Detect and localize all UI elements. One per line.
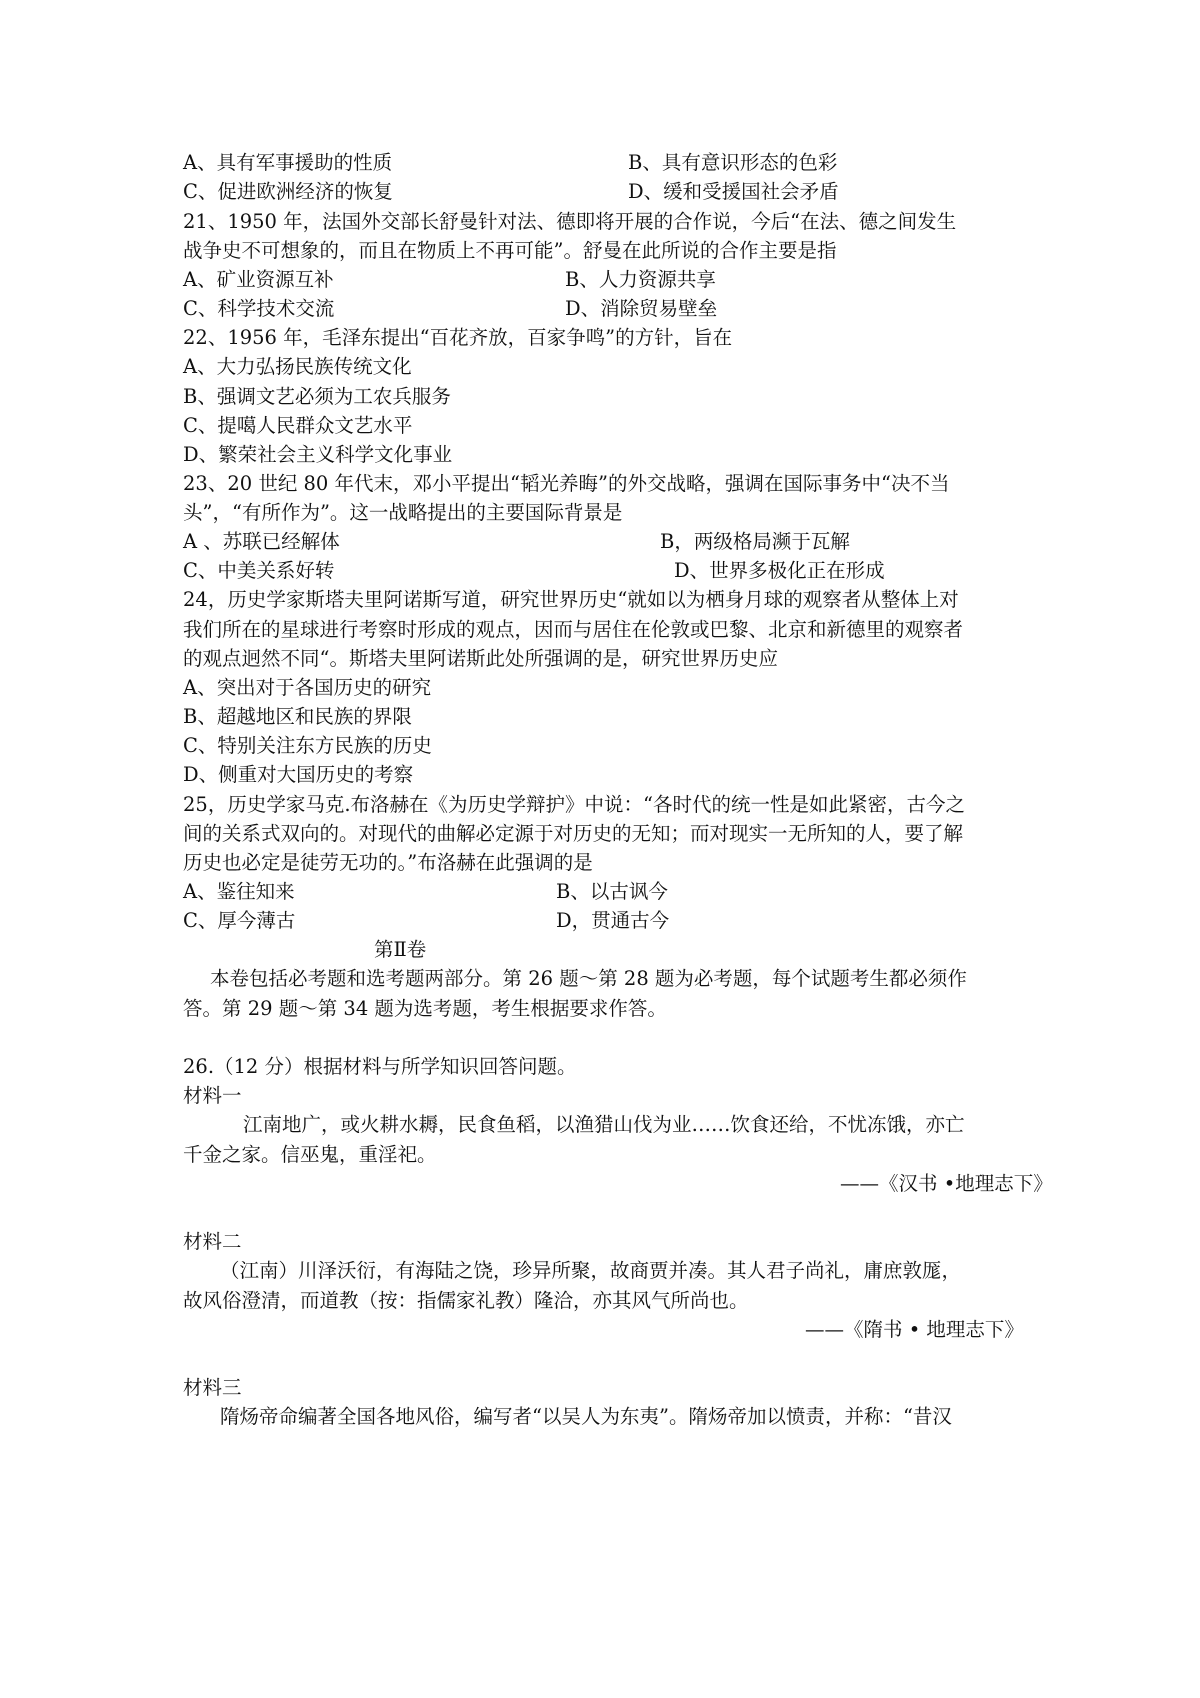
material-2-line2: 故风俗澄清，而道教（按：指儒家礼教）隆洽，亦其风气所尚也。 [183,1289,749,1312]
q22-option-c: C、提噶人民群众文艺水平 [183,414,413,437]
q25-option-b: B、以古讽今 [556,880,668,903]
q25-stem-line2: 间的关系式双向的。对现代的曲解必定源于对历史的无知；而对现实一无所知的人，要了解 [183,822,964,845]
q23-stem-line1: 23、20 世纪 80 年代末，邓小平提出“韬光养晦”的外交战略，强调在国际事务中“决不当 [183,472,950,495]
section-intro-line1: 本卷包括必考题和选考题两部分。第 26 题～第 28 题为必考题，每个试题考生都必须作 [210,967,967,990]
q24-option-c: C、特别关注东方民族的历史 [183,734,432,757]
material-2-line1: （江南）川泽沃衍，有海陆之饶，珍异所聚，故商贾并凑。其人君子尚礼，庸庶敦厖， [220,1259,962,1282]
material-2-label: 材料二 [183,1230,242,1253]
q24-option-d: D、侧重对大国历史的考察 [183,763,414,786]
material-3-line1: 隋炀帝命编著全国各地风俗，编写者“以吴人为东夷”。隋炀帝加以愤责，并称：“昔汉 [220,1405,952,1428]
q26-stem: 26.（12 分）根据材料与所学知识回答问题。 [183,1055,577,1078]
q22-option-d: D、繁荣社会主义科学文化事业 [183,443,453,466]
q21-option-a: A、矿业资源互补 [183,268,334,291]
q23-option-c: C、中美关系好转 [183,559,335,582]
q21-stem-line1: 21、1950 年，法国外交部长舒曼针对法、德即将开展的合作说，今后“在法、德之间发生 [183,210,957,233]
material-3-label: 材料三 [183,1376,242,1399]
material-1-source: ——《汉书 •地理志下》 [840,1172,1053,1195]
q23-option-a: A 、苏联已经解体 [183,530,340,553]
q20-option-a: A、具有军事援助的性质 [183,151,393,174]
material-1-line2: 千金之家。信巫鬼，重淫祀。 [183,1143,437,1166]
q20-option-d: D、缓和受援国社会矛盾 [628,180,839,203]
q23-option-b: B，两级格局濒于瓦解 [660,530,850,553]
q20-option-c: C、促进欧洲经济的恢复 [183,180,393,203]
section-intro-line2: 答。第 29 题～第 34 题为选考题，考生根据要求作答。 [183,997,667,1020]
material-2-source: ——《隋书 • 地理志下》 [805,1318,1024,1341]
q21-stem-line2: 战争史不可想象的，而且在物质上不再可能”。舒曼在此所说的合作主要是指 [183,239,837,262]
q24-option-b: B、超越地区和民族的界限 [183,705,412,728]
q23-option-d: D、世界多极化正在形成 [674,559,885,582]
q24-stem-line3: 的观点迥然不同“。斯塔夫里阿诺斯此处所强调的是，研究世界历史应 [183,647,778,670]
q24-option-a: A、突出对于各国历史的研究 [183,676,432,699]
q24-stem-line1: 24，历史学家斯塔夫里阿诺斯写道，研究世界历史“就如以为栖身月球的观察者从整体上对 [183,588,959,611]
q25-stem-line1: 25，历史学家马克.布洛赫在《为历史学辩护》中说：“各时代的统一性是如此紧密，古今之 [183,793,965,816]
section-title: 第Ⅱ卷 [374,938,427,961]
q25-option-d: D，贯通古今 [556,909,670,932]
q20-option-b: B、具有意识形态的色彩 [628,151,838,174]
q21-option-b: B、人力资源共享 [565,268,716,291]
q22-option-a: A、大力弘扬民族传统文化 [183,355,412,378]
material-1-label: 材料一 [183,1084,242,1107]
q22-stem: 22、1956 年，毛泽东提出“百花齐放，百家争鸣”的方针，旨在 [183,326,733,349]
q25-stem-line3: 历史也必定是徒劳无功的。”布洛赫在此强调的是 [183,851,593,874]
q25-option-a: A、鉴往知来 [183,880,295,903]
q21-option-d: D、消除贸易壁垒 [565,297,718,320]
q24-stem-line2: 我们所在的星球进行考察时形成的观点，因而与居住在伦敦或巴黎、北京和新德里的观察者 [183,618,964,641]
material-1-line1: 江南地广，或火耕水耨，民食鱼稻，以渔猎山伐为业……饮食还给，不忧冻饿，亦亡 [243,1113,965,1136]
q21-option-c: C、科学技术交流 [183,297,335,320]
q22-option-b: B、强调文艺必须为工农兵服务 [183,385,451,408]
q23-stem-line2: 头”，“有所作为”。这一战略提出的主要国际背景是 [183,501,623,524]
q25-option-c: C、厚今薄古 [183,909,296,932]
